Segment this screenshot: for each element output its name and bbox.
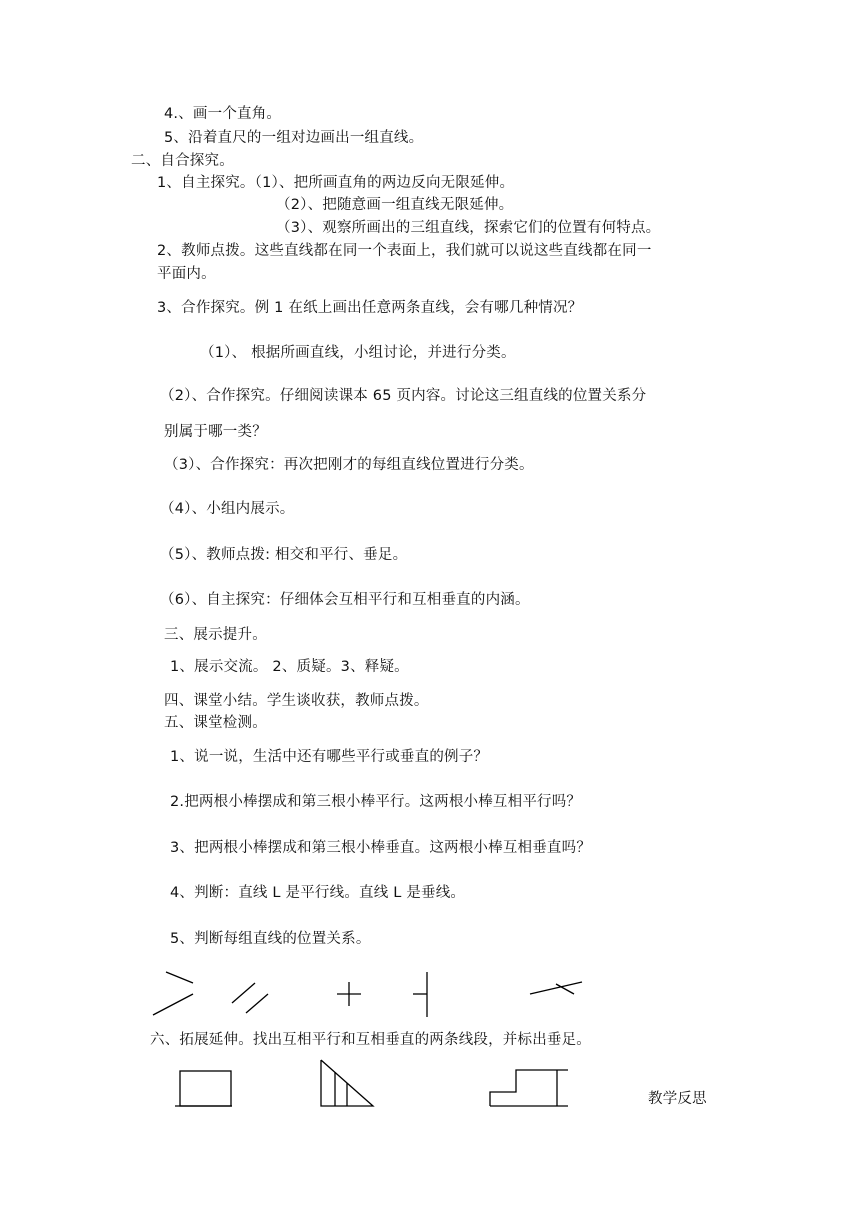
text-line-2: 5、沿着直尺的一组对边画出一组直线。 <box>164 130 424 146</box>
right-triangle-figure <box>321 1060 373 1106</box>
text-line-25: 5、判断每组直线的位置关系。 <box>170 931 371 947</box>
text-line-22: 2.把两根小棒摆成和第三根小棒平行。这两根小棒互相平行吗？ <box>170 794 582 810</box>
teaching-reflection-label: 教学反思 <box>648 1091 707 1107</box>
text-line-6: （3）、观察所画出的三组直线，探索它们的位置有何特点。 <box>276 220 661 236</box>
section-heading-5: 五、课堂检测。 <box>164 715 267 731</box>
text-line-4: 1、自主探究。（1）、把所画直角的两边反向无限延伸。 <box>157 175 515 191</box>
text-line-24: 4、判断：直线 L 是平行线。直线 L 是垂线。 <box>170 885 466 901</box>
text-line-5: （2）、把随意画一组直线无限延伸。 <box>276 197 514 213</box>
text-line-11: （2）、合作探究。仔细阅读课本 65 页内容。讨论这三组直线的位置关系分 <box>160 388 647 404</box>
line-pair-diagram-2 <box>232 983 268 1013</box>
section-heading-3: 三、展示提升。 <box>164 627 267 643</box>
text-line-21: 1、说一说，生活中还有哪些平行或垂直的例子？ <box>170 749 489 765</box>
text-line-12: 别属于哪一类？ <box>164 424 267 440</box>
text-line-9: 3、合作探究。例 1 在纸上画出任意两条直线，会有哪几种情况？ <box>157 300 583 316</box>
line-pair-diagram-5 <box>530 982 582 994</box>
text-line-8: 平面内。 <box>157 266 216 282</box>
text-line-1: 4.、画一个直角。 <box>164 106 282 122</box>
text-line-13: （3）、合作探究：再次把刚才的每组直线位置进行分类。 <box>164 457 534 473</box>
text-line-14: （4）、小组内展示。 <box>160 501 295 517</box>
text-line-10: （1）、 根据所画直线，小组讨论，并进行分类。 <box>200 345 516 361</box>
text-line-7: 2、教师点拨。这些直线都在同一个表面上，我们就可以说这些直线都在同一 <box>157 243 652 259</box>
step-figure <box>490 1070 568 1106</box>
section-heading-2: 二、自合探究。 <box>131 153 234 169</box>
text-line-23: 3、把两根小棒摆成和第三根小棒垂直。这两根小棒互相垂直吗？ <box>170 840 592 856</box>
text-line-16: （6）、自主探究：仔细体会互相平行和互相垂直的内涵。 <box>160 592 530 608</box>
line-pair-diagram-4 <box>413 972 427 1017</box>
text-line-15: （5）、教师点拨: 相交和平行、垂足。 <box>160 547 408 563</box>
line-pair-diagram-3 <box>337 982 361 1006</box>
section-heading-4: 四、课堂小结。学生谈收获，教师点拨。 <box>164 693 429 709</box>
line-pair-diagram-1 <box>153 972 193 1015</box>
section-heading-6: 六、拓展延伸。找出互相平行和互相垂直的两条线段，并标出垂足。 <box>150 1032 591 1048</box>
rectangle-figure <box>175 1071 232 1106</box>
text-line-18: 1、展示交流。 2、质疑。3、释疑。 <box>170 659 409 675</box>
